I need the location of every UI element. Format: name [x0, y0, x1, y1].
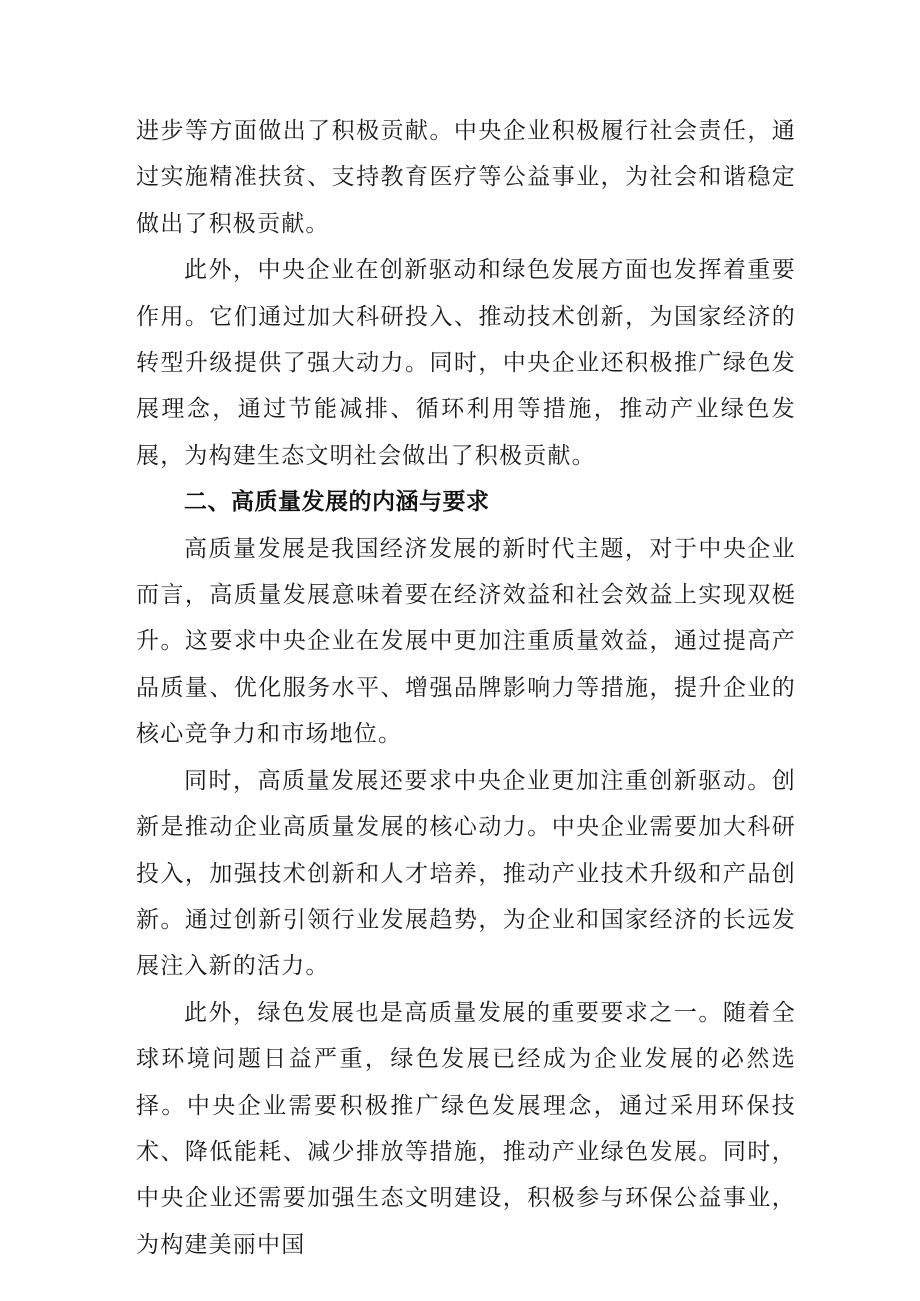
section-heading: 二、高质量发展的内涵与要求: [184, 489, 490, 516]
paragraph-5: 此外，绿色发展也是高质量发展的重要要求之一。随着全球环境问题日益严重，绿色发展已经成为企业发展的必然选择。中央企业需要积极推广绿色发展理念，通过采用环保技术、降低能耗、减少排放等措施，推动产业绿色发展。同时，中央企业还需要加强生态文明建设，积极参与环保公益事业，为构建美丽中国: [136, 999, 796, 1258]
paragraph-3: 高质量发展是我国经济发展的新时代主题，对于中央企业而言，高质量发展意味着要在经济效益和社会效益上实现双梃升。这要求中央企业在发展中更加注重质量效益，通过提高产品质量、优化服务水平、增强品牌影响力等措施，提升企业的核心竞争力和市场地位。: [136, 535, 796, 748]
paragraph-2: 此外，中央企业在创新驱动和绿色发展方面也发挥着重要作用。它们通过加大科研投入、推动技术创新，为国家经济的转型升级提供了强大动力。同时，中央企业还积极推广绿色发展理念，通过节能减排、循环利用等措施，推动产业绿色发展，为构建生态文明社会做出了积极贡献。: [136, 257, 796, 469]
paragraph-4: 同时，高质量发展还要求中央企业更加注重创新驱动。创新是推动企业高质量发展的核心动力。中央企业需要加大科研投入，加强技术创新和人才培养，推动产业技术升级和产品创新。通过创新引领行业发展趋势，为企业和国家经济的长远发展注入新的活力。: [136, 767, 796, 980]
document-page: [136, 108, 796, 1268]
paragraph-1: 进步等方面做出了积极贡献。中央企业积极履行社会责任，通过实施精准扶贫、支持教育医疗等公益事业，为社会和谐稳定做出了积极贡献。: [136, 118, 796, 237]
